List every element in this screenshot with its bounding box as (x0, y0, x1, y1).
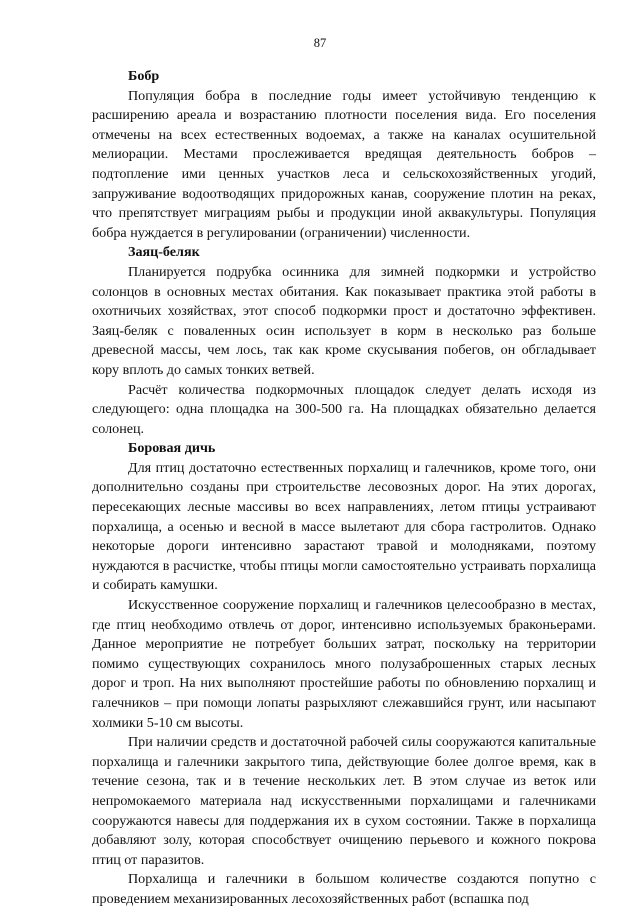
paragraph: Популяция бобра в последние годы имеет устойчивую тенденцию к расширению ареала и возрастанию плотности поселения вида. Его поселения отмечены на всех естественных водоемах, а также на каналах осушительной мелиорации. Местами прослеживается вредящая деятельность бобров – подтопление ими ценных участков леса и сельскохозяйственных угодий, запруживание водоотводящих придорожных канав, сооружение плотин на реках, что препятствует миграциям рыбы и продукции иной аквакультуры. Популяция бобра нуждается в регулировании (ограничении) численности. (92, 87, 596, 241)
paragraph: Порхалища и галечники в большом количестве создаются попутно с проведением механизированных лесохозяйственных работ (вспашка под (92, 871, 596, 907)
section-heading-game-birds: Боровая дичь (128, 440, 216, 457)
paragraph: При наличии средств и достаточной рабочей силы сооружаются капитальные порхалища и галечники закрытого типа, действующие более долгое время, как в течение сезона, так и в течение нескольких лет. В этом случае из веток или непромокаемого материала над искусственными порхалищами и галечниками сооружаются навесы для поддержания их в сухом состоянии. Также в порхалища добавляют золу, которая способствует очищению перьевого и кожного покрова птиц от паразитов. (92, 734, 596, 868)
paragraph: Искусственное сооружение порхалищ и галечников целесообразно в местах, где птиц необходимо отвлечь от дорог, интенсивно используемых браконьерами. Данное мероприятие не потребует больших затрат, поскольку на территории помимо существующих сохранилось много полузаброшенных старых лесных дорог и троп. На них выполняют простейшие работы по обновлению порхалищ и галечников – при помощи лопаты разрыхляют слежавшийся грунт, или насыпают холмики 5-10 см высоты. (92, 597, 596, 731)
paragraph: Планируется подрубка осинника для зимней подкормки и устройство солонцов в основных местах обитания. Как показывает практика этой работы в охотничьих хозяйствах, этот способ подкормки прост и достаточно эффективен. Заяц-беляк с поваленных осин использует в корм в несколько раз больше древесной массы, чем лось, так как кроме скусывания побегов, он обгладывает кору вплоть до самых тонких ветвей. (92, 263, 596, 378)
text-body (92, 67, 596, 910)
section-heading-beaver: Бобр (128, 68, 160, 84)
paragraph: Для птиц достаточно естественных порхалищ и галечников, кроме того, они дополнительно созданы при строительстве лесовозных дорог. На этих дорогах, пересекающих лесные массивы во всех направлениях, летом птицы устраивают порхалища, а осенью и весной в массе вылетают для сбора гастролитов. Однако некоторые дороги интенсивно зарастают травой и молодняками, поэтому нуждаются в расчистке, чтобы птицы могли самостоятельно устраивать порхалища и собирать камушки. (92, 459, 596, 594)
page-number: 87 (313, 36, 327, 50)
paragraph: Расчёт количества подкормочных площадок следует делать исходя из следующего: одна площадка на 300-500 га. На площадках обязательно делается солонец. (92, 381, 596, 437)
section-heading-hare: Заяц-беляк (128, 244, 200, 261)
